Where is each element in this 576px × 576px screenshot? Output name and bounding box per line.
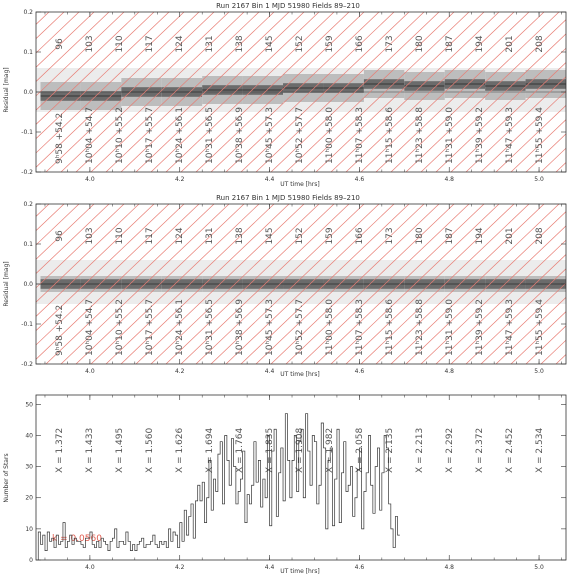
field-coord-label: 10ʰ10 +55.2 <box>115 107 125 164</box>
field-number: 187 <box>445 227 455 245</box>
field-number: 117 <box>145 227 155 245</box>
x-axis-label: UT time [hrs] <box>280 371 320 378</box>
field-number: 173 <box>385 35 395 53</box>
airmass-label: X = 2.213 <box>415 427 425 473</box>
y-tick-label: 0.0 <box>23 89 33 96</box>
field-number: 103 <box>85 227 95 245</box>
x-tick-label: 4.8 <box>444 176 454 183</box>
field-coord-label: 11ʰ39 +59.2 <box>475 299 485 356</box>
airmass-label: X = 1.764 <box>235 427 245 473</box>
airmass-label: X = 2.292 <box>445 427 455 473</box>
y-tick-label: 0 <box>29 557 33 564</box>
field-number: 124 <box>175 35 185 53</box>
x-tick-label: 4.4 <box>264 564 275 571</box>
airmass-label: X = 1.835 <box>265 427 275 473</box>
field-number: 110 <box>115 227 125 245</box>
panel-title: Run 2167 Bin 1 MJD 51980 Fields 89–210 <box>216 194 360 202</box>
field-number: 187 <box>445 35 455 53</box>
field-coord-label: 10ʰ24 +56.1 <box>175 107 185 164</box>
y-tick-label: 0.1 <box>23 49 33 56</box>
y-tick-label: -0.2 <box>21 169 33 176</box>
field-coord-label: 11ʰ00 +58.0 <box>325 107 335 164</box>
field-number: 96 <box>55 38 65 50</box>
field-coord-label: 10ʰ52 +57.7 <box>295 299 305 356</box>
field-number: 96 <box>55 230 65 242</box>
airmass-label: X = 2.058 <box>355 427 365 473</box>
x-tick-label: 5.0 <box>534 564 544 571</box>
y-tick-label: 40 <box>25 432 33 440</box>
airmass-label: X = 1.372 <box>55 427 65 473</box>
field-coord-label: 10ʰ52 +57.7 <box>295 107 305 164</box>
x-tick-label: 4.0 <box>85 368 95 375</box>
y-tick-label: 0.2 <box>23 9 33 16</box>
x-tick-label: 5.0 <box>534 368 544 375</box>
field-coord-label: 10ʰ24 +56.1 <box>175 299 185 356</box>
airmass-label: X = 1.495 <box>115 427 125 473</box>
x-tick-label: 5.0 <box>534 176 544 183</box>
field-coord-label: 9ʰ58 +54.2 <box>55 304 65 356</box>
x-tick-label: 4.8 <box>444 368 454 375</box>
field-number: 152 <box>295 35 305 53</box>
y-tick-label: 0.2 <box>23 201 33 208</box>
y-tick-label: -0.2 <box>21 361 33 368</box>
field-coord-label: 11ʰ39 +59.2 <box>475 107 485 164</box>
y-tick-label: 0.1 <box>23 241 33 248</box>
field-number: 159 <box>325 35 335 53</box>
airmass-label: X = 1.908 <box>295 427 305 473</box>
airmass-label: X = 1.694 <box>205 427 215 473</box>
field-number: 201 <box>505 35 515 53</box>
airmass-label: X = 2.534 <box>535 427 545 473</box>
x-tick-label: 4.8 <box>444 564 454 571</box>
y-axis-label: Number of Stars <box>3 453 10 503</box>
field-coord-label: 11ʰ00 +58.0 <box>325 299 335 356</box>
y-tick-label: -0.1 <box>21 129 33 136</box>
x-tick-label: 4.6 <box>354 368 365 375</box>
field-number: 166 <box>355 35 365 53</box>
x-tick-label: 4.0 <box>85 564 95 571</box>
field-number: 173 <box>385 227 395 245</box>
y-tick-label: 20 <box>25 494 33 502</box>
field-coord-label: 11ʰ07 +58.3 <box>355 107 365 164</box>
field-coord-label: 11ʰ07 +58.3 <box>355 299 365 356</box>
x-tick-label: 4.4 <box>264 176 275 183</box>
panel-title: Run 2167 Bin 1 MJD 51980 Fields 89–210 <box>216 2 360 10</box>
field-coord-label: 11ʰ23 +58.8 <box>415 299 425 356</box>
field-coord-label: 9ʰ58 +54.2 <box>55 112 65 164</box>
field-number: 138 <box>235 35 245 53</box>
field-number: 159 <box>325 227 335 245</box>
field-number: 103 <box>85 35 95 53</box>
field-coord-label: 10ʰ45 +57.3 <box>265 107 275 164</box>
airmass-label: X = 1.626 <box>175 427 185 473</box>
field-number: 180 <box>415 35 425 53</box>
field-number: 194 <box>475 227 485 245</box>
airmass-label: X = 2.452 <box>505 427 515 473</box>
field-coord-label: 10ʰ31 +56.5 <box>205 107 215 164</box>
field-coord-label: 11ʰ47 +59.3 <box>505 299 515 356</box>
y-tick-label: -0.1 <box>21 321 33 328</box>
field-number: 208 <box>535 35 545 53</box>
field-number: 152 <box>295 227 305 245</box>
field-coord-label: 10ʰ45 +57.3 <box>265 299 275 356</box>
x-axis-label: UT time [hrs] <box>280 181 320 188</box>
field-coord-label: 10ʰ38 +56.9 <box>235 299 245 356</box>
field-number: 145 <box>265 35 275 53</box>
field-coord-label: 11ʰ55 +59.4 <box>535 107 545 164</box>
airmass-label: X = 1.560 <box>145 427 155 473</box>
x-tick-label: 4.2 <box>174 564 185 571</box>
airmass-label: X = 2.372 <box>475 427 485 473</box>
field-number: 138 <box>235 227 245 245</box>
field-coord-label: 10ʰ17 +55.7 <box>145 299 155 356</box>
y-axis-label: Residual [mag] <box>3 261 10 307</box>
y-tick-label: 30 <box>25 463 33 471</box>
field-number: 180 <box>415 227 425 245</box>
field-number: 201 <box>505 227 515 245</box>
field-coord-label: 11ʰ47 +59.3 <box>505 107 515 164</box>
field-coord-label: 10ʰ31 +56.5 <box>205 299 215 356</box>
y-tick-label: 0.0 <box>23 281 33 288</box>
field-number: 117 <box>145 35 155 53</box>
field-number: 145 <box>265 227 275 245</box>
field-coord-label: 10ʰ38 +56.9 <box>235 107 245 164</box>
airmass-label: X = 1.433 <box>85 427 95 473</box>
x-axis-label: UT time [hrs] <box>280 568 320 575</box>
field-number: 208 <box>535 227 545 245</box>
airmass-label: X = 1.982 <box>325 427 335 473</box>
k-label: k = 0.0560 <box>52 534 102 544</box>
field-coord-label: 11ʰ31 +59.0 <box>445 299 455 356</box>
field-coord-label: 11ʰ15 +58.6 <box>385 107 395 164</box>
y-tick-label: 50 <box>25 401 33 409</box>
field-coord-label: 10ʰ10 +55.2 <box>115 299 125 356</box>
y-axis-label: Residual [mag] <box>3 67 10 113</box>
field-coord-label: 11ʰ55 +59.4 <box>535 299 545 356</box>
field-number: 194 <box>475 35 485 53</box>
field-coord-label: 10ʰ04 +54.7 <box>85 107 95 164</box>
field-coord-label: 11ʰ15 +58.6 <box>385 299 395 356</box>
y-tick-label: 10 <box>25 525 33 533</box>
field-coord-label: 10ʰ04 +54.7 <box>85 299 95 356</box>
field-number: 131 <box>205 227 215 245</box>
x-tick-label: 4.6 <box>354 176 365 183</box>
airmass-label: X = 2.135 <box>385 427 395 473</box>
x-tick-label: 4.2 <box>174 176 185 183</box>
field-number: 166 <box>355 227 365 245</box>
field-number: 131 <box>205 35 215 53</box>
x-tick-label: 4.0 <box>85 176 95 183</box>
field-coord-label: 11ʰ31 +59.0 <box>445 107 455 164</box>
field-number: 124 <box>175 227 185 245</box>
x-tick-label: 4.6 <box>354 564 365 571</box>
x-tick-label: 4.4 <box>264 368 275 375</box>
field-coord-label: 10ʰ17 +55.7 <box>145 107 155 164</box>
field-number: 110 <box>115 35 125 53</box>
field-coord-label: 11ʰ23 +58.8 <box>415 107 425 164</box>
x-tick-label: 4.2 <box>174 368 185 375</box>
